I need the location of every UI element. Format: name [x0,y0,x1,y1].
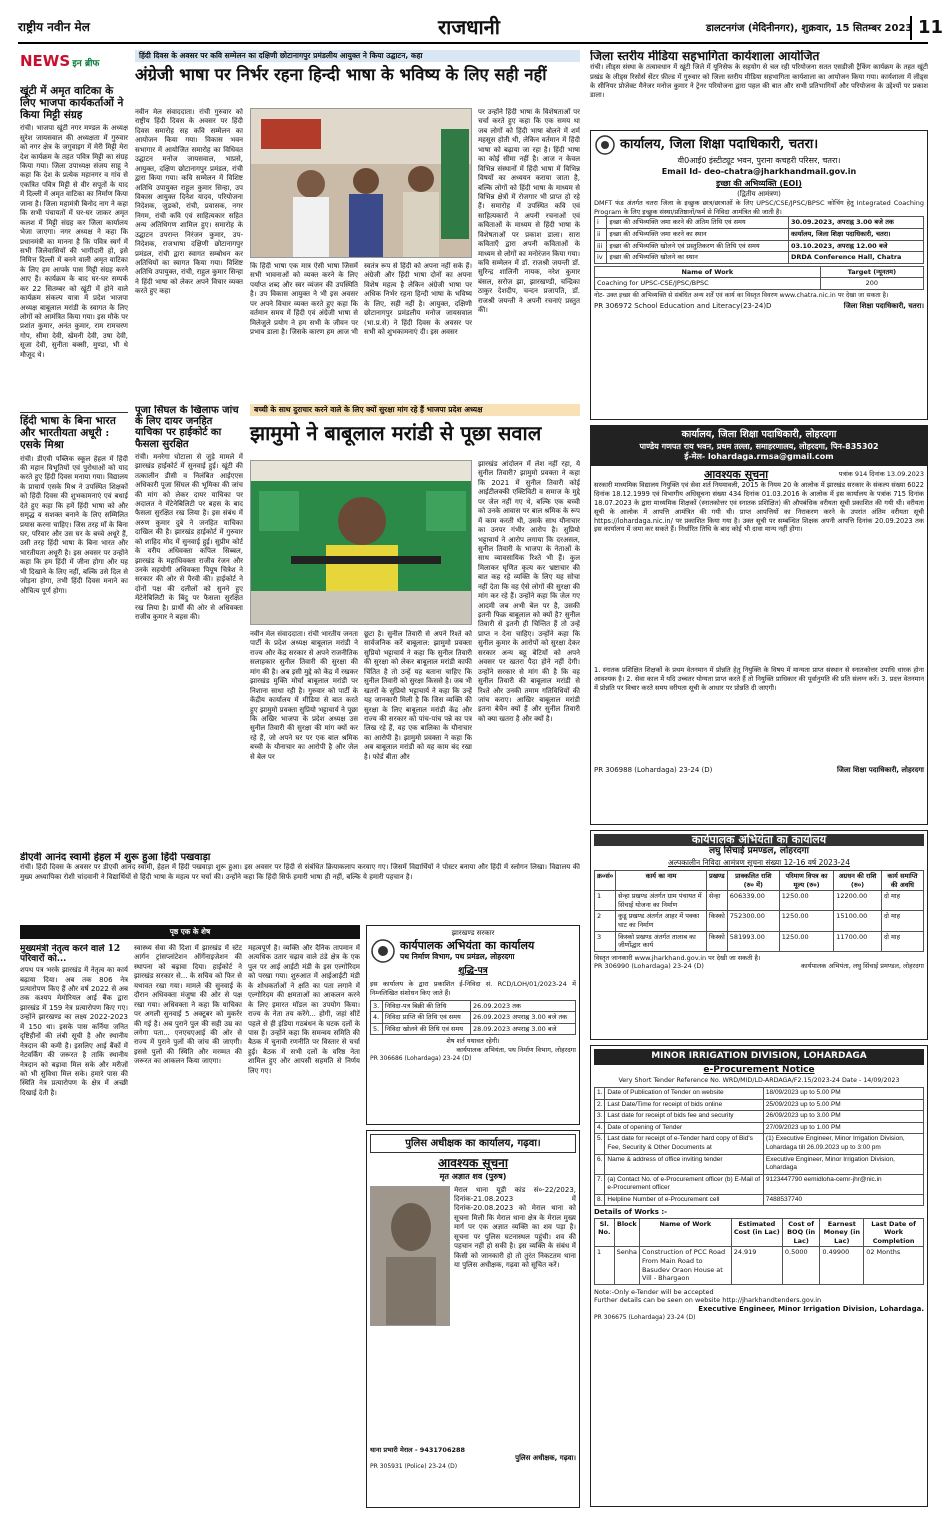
table-row [371,1012,576,1024]
table-cell: 26.09.2023 अपराह्न 3.00 बजे तक [470,1012,575,1024]
table-row [595,1099,924,1111]
table-cell: 3. [595,1111,605,1123]
lead-body: पर उन्होंने हिंदी भाषा के विशेषताओं पर चर्चा करते हुए कहा कि एक समय था जब लोगों को हिंदी भाषा बोलने में शर्म महसूस होती थी, लेकिन वर्तमान में हिंदी भाषा को बढ़ाया जा रहा है। हिंदी भाषा का कोई सीमा नहीं है। आज न केवल विभिन्न संस्थानों में हिंदी भाषा में विभिन्न विषयों का अध्ययन कराया जाता है, बल्कि लोगों को हिंदी भाषा के माध्यम से विभिन्न क्षेत्रों में रोजगार भी प्राप्त हो रहे हैं। समारोह में उपस्थित कवि एवं साहित्यकारों ने अपनी रचनाओं एवं कविताओं के माध्यम से हिंदी भाषा के विशेषताओं पर प्रकाश डाला। सारा कविताएँ द्वारा अपनी कविताओं के माध्यम से लोगों का मनोरंजन किया गया। कवि सम्मेलन में डॉ. राजश्री जयन्ती डॉ. सुरिन्द्र शालिनी नायक, नरेश कुमार बंसल, सरोज झा, झारखण्डी, चन्द्रिका ठाकुर देशदीप, चन्दन प्रजापति, डॉ. राजश्री जयन्ती ने अपनी रचनाएं प्रस्तुत की। [478,108,580,315]
col-header: परिमाण विपत्र का मूल्य (रु०) [779,871,833,891]
lead-photo [250,108,472,258]
table-cell: 581993.00 [727,931,779,951]
news-logo-text: NEWS [20,52,71,70]
pwd-gov: झारखण्ड सरकार [451,929,495,937]
table-cell: 5. [595,1134,605,1154]
col-header: Target (न्यूनतम) [820,266,923,278]
mie-head: MINOR IRRIGATION DIVISION, LOHARDAGA [594,1049,924,1065]
table-cell: iii [595,240,607,252]
chatra-eoi: इच्छा की अभिव्यक्ति (EOI) [716,179,802,189]
continued-body: महत्वपूर्ण है। व्यक्ति और दैनिक तापमान में अत्यधिक उतार चढ़ाव वाले ठंडे क्षेत्र के एक पुल पर आई आईटी मंडी के इस एल्गोरिदम को परखा गया। शुरुआत में आईआईटी मंडी के शोधकर्ताओं ने क्षति का पता लगाने में एल्गोरिदम की क्षमताओं का आकलन करने के लिए इमारत मॉडल का उपयोग किया। राज्य के नेता तय करेंगे... होगी, जहां सीटें पहले से ही इंडिया गठबंधन के घटक दलों के पास हैं। उन्होंने कहा कि समन्वय समिति की बैठक में चुनावी रणनीति पर विस्तार से चर्चा हुई। बैठक में सभी दलों के वरिष्ठ नेता शामिल हुए और आपसी सहमति से निर्णय लिए गए। [248,944,360,1075]
pwd-sign: कार्यपालक अभियंता, पथ निर्माण विभाग, लोहरदगा [456,1045,576,1054]
lohardaga-edu-letter: पत्रांक 914 दिनांक 13.09.2023 [838,470,924,479]
photo-illustration [251,461,472,625]
mie-table [594,1087,924,1206]
lead-body: स्वतंत्र रूप से हिंदी को अपना नहीं सके हैं। अंग्रेजी और हिंदी भाषा दोनों का अपना विशेष महत्व है लेकिन अंग्रेजी भाषा पर अधिक निर्भर रहना हिन्दी भाषा के भविष्य के लिए, सही नहीं है। आयुक्त, दक्षिणी छोटानागपुर प्रमंडलीय मनोज जायसवाल (भा.प्र.से) ने हिंदी दिवस के अवसर पर सभी को शुभकामनाएं दी। इस अवसर [364,262,472,337]
chatra-note: नोट- उक्त इच्छा की अभिव्यक्ति से संबंधित अन्य शर्तें एवं कार्य का विस्तृत विवरण www.chatra.nic.in पर देखा जा सकता है। [594,291,889,299]
mie-work-table [594,1218,924,1285]
story2-headline: झामुमो ने बाबूलाल मरांडी से पूछा सवाल [250,421,542,445]
mie-pr: PR 306675 (Lohardaga) 23-24 (D) [594,1314,696,1322]
mie-note2: Further details can be seen on website http://jharkhandtenders.gov.in [594,1296,822,1305]
continued-banner: पृष्ठ एक के शेष [20,925,360,939]
table-cell: 7488537740 [763,1194,923,1206]
lohardaga-edu-ad [590,425,928,825]
table-cell: 1250.00 [779,891,833,911]
brand-name: राष्ट्रीय नवीन मेल [18,20,90,34]
table-cell: ii [595,228,607,240]
table-cell: i [595,217,607,229]
pwd-table [370,1000,576,1036]
chatra-work-table [594,266,924,290]
table-cell: दो माह [881,931,923,951]
col-header: कार्य समाप्ति की अवधि [881,871,923,891]
col-header: क्र०सं० [595,871,616,891]
police-text: मेराल थाना यूडी कांड सं०-22/2023, दिनांक-21.08.2023 में दिनांक-20.08.2023 को मेराल थाना को सूचना मिली कि मेराल थाना क्षेत्र के मेराल मुख्य मार्ग पर एक अज्ञात व्यक्ति का शव पड़ा है। सूचना पर पुलिस घटनास्थल पहुंची। शव की पहचान नहीं हो सकी है। इस व्यक्ति के संबंध में किसी को जानकारी हो तो तुरंत निकटतम थाना या पुलिस अधीक्षक, गढ़वा को सूचित करें। [454,1185,576,1270]
story2-body: नवीन मेल संवाददाता। रांची भारतीय जनता पार्टी के प्रदेश अध्यक्ष बाबूलाल मरांडी ने राज्य और केंद्र सरकार से अपने राजनीतिक सलाहकार सुनील तिवारी की सुरक्षा की मांग की है। अब इसी मुद्दे को केंद्र में रखकर झारखंड मुक्ति मोर्चा बाबूलाल मरांडी पर निशाना साधा रही है। गुरुवार को पार्टी के केंद्रीय कार्यालय में मीडिया से बात करते हुए झामुमो प्रवक्ता सुप्रियो भट्टाचार्य ने पूछा कि अखिर भाजपा के प्रदेश अध्यक्ष उस सुनील तिवारी की सुरक्षा की मांग क्यों कर रहे हैं, जो अपने घर पर एक बाल श्रमिक बच्ची के यौनाचार का आरोपी है और जेल से बेल पर [250,630,358,761]
table-row [595,1134,924,1154]
table-cell: DRDA Conference Hall, Chatra [788,252,923,264]
table-cell: 4. [371,1012,383,1024]
table-cell: 1250.00 [779,911,833,931]
table-cell: इच्छा की अभिव्यक्ति जमा करने का स्थान [607,228,789,240]
table-cell: इच्छा की अभिव्यक्ति खोलने एवं प्रस्तुतिकरण की तिथि एवं समय [607,240,789,252]
pwd-pr: PR 306686 (Lohardaga) 23-24 (D) [370,1054,472,1062]
chatra-pr: PR 306972 School Education and Literacy(23-24)D [594,302,772,311]
lohardaga-edu-pr: PR 306988 (Lohardaga) 23-24 (D) [594,765,713,774]
table-cell: (a) Contact No. of e-Procurement officer (b) E-Mail of e-Procurement officer [605,1174,763,1194]
chatra-office: कार्यालय, जिला शिक्षा पदाधिकारी, चतरा। [620,136,819,152]
lohardaga-edu-body: सरकारी माध्यमिक विद्यालय नियुक्ति एवं सेवा शर्त नियमावली, 2015 के नियम 20 के आलोक में झारखंड सरकार के संकल्प संख्या 6022 दिनांक 18.12.1999 एवं विभागीय अधिसूचना संख्या 434 दिनांक 01.03.2016 के आलोक में इस कार्यालय के पत्रांक 715 दिनांक 18.07.2023 के द्वारा माध्यमिक शिक्षकों (स्नातकोत्तर एवं स्नातक प्रशिक्षित) की औपबंधिक वरीयता सूची प्रकाशित की गयी थी। वरीयता सूची के आलोक में आपत्ति आमंत्रित की गयी थी। प्राप्त आपत्तियों का निराकरण करने के उपरांत अंतिम वरीयता सूची https://lohardaga.nic.in/ पर प्रकाशित किया गया है। उक्त सूची पर सम्बन्धित शिक्षक अपनी आपत्ति दिनांक 20.09.2023 तक इस कार्यालय में जमा कर सकते हैं। निर्धारित तिथि के बाद कोई भी दावा मान्य नहीं होगा। [594,480,924,534]
chatra-eoi-sub: (द्वितीय आमंत्रण) [737,189,781,198]
col-header: Cost of BOQ (in Lac) [782,1218,820,1247]
story2-photo [250,460,472,625]
table-cell: Helpline Number of e-Procurement cell [605,1194,763,1206]
pwd-ad [366,925,580,1125]
col-header: Name of Work [595,266,821,278]
table-cell: 26/09/2023 up to 3.00 PM [763,1111,923,1123]
table-cell: निविदा प्राप्ति की तिथि एवं समय [382,1012,470,1024]
mie-details: Details of Works :- [594,1208,668,1217]
table-cell: 7. [595,1174,605,1194]
mi-table [594,870,924,952]
table-cell: (1) Executive Engineer, Minor Irrigation Division, Lohardaga till 26.09.2023 up to 3:00 pm [763,1134,923,1154]
news-briefs-logo [20,52,128,86]
pwd-office: कार्यपालक अभियंता का कार्यालय [400,939,535,953]
lead-body: कि हिंदी भाषा एक मात्र ऐसी भाषा जिसमें सभी भावनाओं को व्यक्त करने के लिए पर्याप्त शब्द और स्वर व्यंजन की उपस्थिति है। उप विकास आयुक्त ने भी इस अवसर पर अपने विचार व्यक्त करते हुए कहा कि वर्तमान समय में हिंदी एवं अंग्रेजी भाषा से मिलेजुले प्रयोग ने हम सभी के जीवन पर प्रभाव डाला है। जिसके कारण हम आज भी [250,262,358,337]
section-title: राजधानी [438,15,500,39]
table-row [595,1088,924,1100]
lead-body: नवीन मेल संवाददाता। रांची गुरुवार को राष्ट्रीय हिंदी दिवस के अवसर पर हिंदी दिवस समारोह सह कवि सम्मेलन का आयोजन किया गया। विकास भवन सभागार में आयोजित समारोह का विधिवत उद्घाटन मनोज जायसवाल, भाप्रसे, आयुक्त, दक्षिण छोटानागपुर प्रमंडल, रांची द्वारा किया गया। कवि सम्मेलन में विशिष्ट अतिथि उपायुक्त राहुल कुमार सिन्हा, उप विकास आयुक्त दिनेश यादव, परियोजना निदेशक, जुडको, रांची, प्रवासक, नगर निगम, रांची कवि एवं साहित्यकार सहित अन्य अतिथिगण शामिल हुए। समारोह के उद्घाटन उपरान्त निरंजन कुमार, उप-निदेशक, राजभाषा दक्षिणी छोटानागपुर प्रमंडल, रांची द्वारा स्वागत सम्बोधन कर अतिथियों का स्वागत किया गया। विशिष्ट अतिथि उपायुक्त, रांची, राहुल कुमार सिन्हा ने हिंदी भाषा को लेकर अपने विचार व्यक्त करते हुए कहा [135,108,243,296]
table-cell: Last date for receipt of bids fee and security [605,1111,763,1123]
table-cell: किस्को [706,931,727,951]
table-cell: निविदा खोलने की तिथि एवं समय [382,1023,470,1035]
table-cell: 15100.00 [834,911,882,931]
table-cell: किस्को [706,911,727,931]
table-cell: Date of Publication of Tender on website [605,1088,763,1100]
dateline: डालटनगंज (मेदिनीनगर), शुक्रवार, 15 सितम्बर 2023 [706,23,913,34]
col-header: Sl. No. [595,1218,615,1247]
table-cell: Coaching for UPSC-CSE/JPSC/BPSC [595,278,821,290]
col-header: Earnest Money (in Lac) [820,1218,864,1247]
table-cell: 28.09.2023 अपराह्न 3.00 बजे [470,1023,575,1035]
chatra-ad [590,130,928,420]
table-cell: किस्को प्रखण्ड अंतर्गत तालाब का जीर्णोद्धार कार्य [616,931,707,951]
col-header: Estimated Cost (in Lac) [731,1218,782,1247]
right-story [590,50,928,128]
table-cell: Last Date/Time for receipt of bids online [605,1099,763,1111]
table-cell: इच्छा की अभिव्यक्ति जमा करने की अंतिम तिथि एवं समय [607,217,789,229]
mi-sign: कार्यपालक अभियंता, लघु सिंचाई प्रमण्डल, लोहरदगा [801,962,924,971]
table-cell: Executive Engineer, Minor Irrigation Division, Lohardaga [763,1154,923,1174]
table-cell: 8. [595,1194,605,1206]
chatra-table [594,216,924,263]
table-cell: दो माह [881,911,923,931]
pwd-footer: शेष शर्त यथावत रहेगी। [446,1037,500,1046]
table-row [595,1174,924,1194]
brief-body: रांची। हिंदी दिवस के अवसर पर डीएवी आनंद स्वामी, हेहल में हिंदी पखवाड़ा शुरू हुआ। इस अवसर पर हिंदी से संबंधित क्रियाकलाप करवाए गए। जिसमें विद्यार्थियों ने पोस्टर बनाया और हिंदी में स्लोगन लिखा। विद्यालय की मुख्य अध्यापिका रोशी चांदवानी ने विद्यार्थियों से हिंदी भाषा के महत्व पर चर्चा की। उन्होंने कहा कि हिंदी सिर्फ हमारी भाषा ही नहीं, बल्कि ये हमारी पहचान है। [20,863,580,881]
table-cell: 752300.00 [727,911,779,931]
table-cell: 3. [371,1000,383,1012]
table-cell: सेन्हा [706,891,727,911]
col-header: कार्य का नाम [616,871,707,891]
table-cell: 1 [595,1247,615,1284]
page-number: 11 [910,16,943,40]
pil-body: रांची। मनरेगा घोटाला से जुड़े मामले में झारखंड हाईकोर्ट में सुनवाई हुई। खूंटी की तत्कालीन डीसी व निलंबित आईएएस अधिकारी पूजा सिंघल की भूमिका की जांच की मांग को लेकर दायर याचिका पर अदालत ने मेंटेनेबिलिटी पर बहस के बाद फैसला सुरक्षित रख लिया है। इस संबंध में अरुण कुमार दुबे ने जनहित याचिका दाखिल की है। झारखंड हाईकोर्ट में गुरुवार को शाहिद मोद में सुनवाई हुई। सुप्रीम कोर्ट के वरीय अधिवक्ता कपिल सिब्बल, झारखंड के महाधिवक्ता राजीव रंजन और उनके सहयोगी अधिवक्ता पियूष चित्रेश ने सरकार की ओर से पैरवी की। हाईकोर्ट ने दोनों पक्ष की दलीलों को सुनने हुए मेंटेनेबिलिटी के बिंदु पर फैसला सुरक्षित रख लिया है। प्रार्थी की ओर से अधिवक्ता राजीव कुमार ने बहस की। [135,452,243,622]
brief-headline: डीएवी आनंद स्वामी हेहल में शुरू हुआ हिंदी पखवाड़ा [20,852,211,863]
table-cell: Senha [614,1247,639,1284]
col-header: अग्रधन की राशि (रु०) [834,871,882,891]
chatra-sign: जिला शिक्षा पदाधिकारी, चतरा। [843,302,924,311]
table-cell: कुडू प्रखण्ड अंतर्गत आहर में पक्का घाट का निर्माण [616,911,707,931]
lohardaga-edu-address: पाण्डेय गणपत राय भवन, प्रथम तल्ला, समाहरणालय, लोहरदगा, पिन-835302 [639,441,879,451]
brief-body: रांची। भाजपा खूंटी नगर मण्डल के अध्यक्ष सुरेश जायसवाल की अध्यक्षता में गुरुवार को नगर क्षेत्र के जगुवाइग में मेरी मिट्टी मेरा देश कार्यक्रम के तहत पवित्र मिट्टी का संग्रह किया गया। जिला उपाध्यक्ष संजय साहू ने कहा कि देश के प्रत्येक महानगर व गांव से एकत्रित पवित्र मिट्टी से वीर सपूतों के याद में दिल्ली में अमृत वाटिका का निर्माण किया जाना है। जिला महामंत्री बिनोद नाग ने कहा कि सभी पंचायतों में घर-घर जाकर अमृत कलश में मिट्टी संग्रह कर जिला कार्यालय भेजा जाएगा। नगर अध्यक्ष ने कहा कि प्रधानमंत्री का मानना है कि पवित्र स्वर्ग में सभी जिलेवासियों की भागीदारी हो, इसे निमित्त दिल्ली में बनने वाली अमृत वाटिका के लिए हम आपके पास मिट्टी संग्रह करने आए हैं। कार्यक्रम के बाद घर-घर सम्पर्क कर 22 सितम्बर को खूंटी में होने वाले कार्यक्रम संकल्प यात्रा में प्रदेश भाजपा अध्यक्ष बाबूलाल मरांडी के स्वागत के लिए लोगों को आमंत्रित किया गया। इस मौके पर प्रशांत कुमार, अनंत कुमार, राम रामचरण गोप, सीमा देवी, खेमनी देवी, उषा देवी, सूजा देवी, सुनीता बक्सी, मुण्डा, भी थे मौजूद थे। [20,124,128,359]
story2-body: झारखंड आंदोलन में लेश नहीं रहा, ये सुनील तिवारी? झामुमो प्रवक्ता ने कहा कि 2021 में सुनील तिवारी कोई आईटीलक्की एक्टिविटी व समाज के मुद्दे पर जेल नहीं गए थे, बल्कि एक बच्ची को उनके आवास पर बाल श्रमिक के रूप में काम करती थी, उसके साथ यौनाचार का उनपर गंभीर आरोप है। सुप्रियो भट्टाचार्य ने आरोप लगाया कि दरअसल, सुनील तिवारी के भाजपा के नेताओं के साथ व्यावसायिक रिश्ते भी हैं। कुल मिलाकर घृणित कृत्य कर भ्रष्टाचार की बात कह रहे व्यक्ति के लिए यह सोचा नहीं देता कि वह ऐसे लोगों की सुरक्षा की मांग कर रहे हैं। उन्होंने कहा कि जेल गए आदमी जब अभी बेल पर है, उसकी इतनी फिक्र बाबूलाल को क्यों है? सुनील तिवारी से इतनी ही चिन्तित हैं तो उन्हें प्राप्त न देना चाहिए। उन्होंने कहा कि सुनील कुमार के आरोपों को सुरक्षा देकर सरकार अन्य बहू बेटियों को अपने अवसर पर खतरा पैदा होने नहीं देगी। उन्होंने सरकार से मांग की है कि वह सुनील तिवारी की बाबूलाल मरांडी से रिश्ते और उनकी तमाम गतिविधियों की जांच कराए। आखिर बाबूलाल मरांडी इतना बेचैन क्यों हैं और सुनील तिवारी को क्या खतरा है और क्यों है। [478,460,580,723]
table-cell: 24.919 [731,1247,782,1284]
continued-body: शपथ पत्र भरके झारखंड में नेतृत्व का कार्य बढ़ाया दिया। अब तक 806 नेत्र प्रत्यारोपण किए हैं और वर्ष 2022 से अब तक कश्यप मेमोरियल आई बैंक द्वारा झारखंड में 159 नेत्र प्रत्यारोपण किए गए। उन्होंने झारखण्ड का लक्ष्य 2022-2023 में 150 था। इसके पास कर्निया जनित दृष्टिहीनों की लंबी सूची है और स्थानीय नेत्रदान की कमी है। इसलिए आई बैंकों में नेटवर्किंग की जरूरत है ताकि स्थानीय नेत्रदान को बढ़ावा मिल सके और मरीजों को भी सुविधा मिल सके। हमारे पास की स्थिति नेत्र प्रत्यारोपण के क्षेत्र में अच्छी दिखाई देती है। [20,966,128,1097]
table-cell: 18/09/2023 up to 5.00 PM [763,1088,923,1100]
table-cell: 11700.00 [834,931,882,951]
table-cell: 02 Months [864,1247,924,1284]
table-cell: 9123447790 eemidloha-cemr-jhr@nic.in [763,1174,923,1194]
police-title: आवश्यक सूचना [438,1156,508,1171]
minor-irrigation-hindi-ad [590,830,928,1040]
table-row [595,931,924,951]
lohardaga-edu-title: आवश्यक सूचना [704,467,769,481]
mie-ref: Very Short Tender Reference No. WRD/MID/LD-ARDAGA/F2.15/2023-24 Date - 14/09/2023 [618,1076,900,1084]
lohardaga-edu-office [591,426,927,466]
table-cell: 1 [595,891,616,911]
table-cell: निविदा-पत्र बिक्री की तिथि [382,1000,470,1012]
mi-sub: लघु सिंचाई प्रमण्डल, लोहरदगा [709,846,809,857]
table-cell: सेन्हा प्रखण्ड अंतर्गत ग्राम पंचायत में सिंचाई योजना का निर्माण [616,891,707,911]
table-cell: iv [595,252,607,264]
table-cell: 4. [595,1122,605,1134]
pil-headline: पूजा सिंघल के खिलाफ जांच के लिए दायर जनहित याचिका पर हाईकोर्ट का फैसला सुरक्षित [135,405,239,450]
mie-sign: Executive Engineer, Minor Irrigation Division, Lohardaga. [698,1304,924,1313]
table-row [595,1154,924,1174]
emblem-icon [594,134,616,156]
lead-kicker: हिंदी दिवस के अवसर पर कवि सम्मेलन का दक्षिणी छोटानागपुर प्रमंडलीय आयुक्त ने किया उद्घाटन, कहा [135,50,580,62]
table-cell: 200 [820,278,923,290]
mi-pr: PR 306990 (Lohardaga) 23-24 (D) [594,962,704,971]
table-cell: दो माह [881,891,923,911]
table-cell: 2. [595,1099,605,1111]
table-cell: 3 [595,931,616,951]
mi-title: अल्पकालीन निविदा आमंत्रण सूचना संख्या 12-16 वर्ष 2023-24 [668,858,850,868]
table-cell: 12200.00 [834,891,882,911]
mi-footer: विस्तृत जानकारी www.jharkhand.gov.in पर देखी जा सकती है। [594,953,761,962]
table-row [595,217,924,229]
lohardaga-edu-email: ई-मेल- lohardaga.rmsa@gmail.com [684,452,834,462]
news-logo-sub: इन ब्रीफ [72,59,100,69]
table-cell: 27/09/2023 up to 1.00 PM [763,1122,923,1134]
police-contact: थाना प्रभारी मेराल - 9431706288 [370,1445,466,1454]
lohardaga-edu-office-text: कार्यालय, जिला शिक्षा पदाधिकारी, लोहरदगा [681,429,837,440]
table-row [371,1000,576,1012]
brief-headline: खूंटी में अमृत वाटिका के लिए भाजपा कार्यकर्ताओं ने किया मिट्टी संग्रह [20,85,124,121]
mie-title: e-Procurement Notice [703,1064,815,1075]
pwd-intro: इस कार्यालय के द्वारा प्रकाशित ई-निविदा सं. RCD/LOH/01/2023-24 में निम्नलिखित संशोधन किए जाते हैं। [370,980,576,997]
table-row [595,240,924,252]
table-row [595,1122,924,1134]
right-story-headline: जिला स्तरीय मीडिया सहभागिता कार्यशाला आयोजित [590,50,820,63]
police-sign: पुलिस अधीक्षक, गढ़वा। [515,1454,576,1463]
masthead [18,14,944,44]
col-header: Block [614,1218,639,1247]
minor-irrigation-english-ad [590,1045,928,1507]
table-cell: 606339.00 [727,891,779,911]
continued-headline: मुख्यमंत्री नेतृत्व करने वाले 12 परिवारों को... [20,944,121,965]
chatra-intro: DMFT फंड अंतर्गत चतरा जिला के इच्छुक छात्र/छात्राओं के लिए UPSC/CSE/JPSC/BPSC कोचिंग हेतु Integrated Coaching Program के लिए इच्छुक संस्था/प्रतिष्ठानों/फर्म से निविदा आमंत्रित की जाती है। [594,198,924,216]
table-cell: Last date for receipt of e-Tender hard copy of Bid's Fee, Security & Other Documents at [605,1134,763,1154]
mie-note: Note:-Only e-Tender will be accepted [594,1287,714,1296]
story2-body: छूटा है। सुनील तिवारी से अपने रिश्ते को सार्वजनिक करें बाबूलाल: झामुमो प्रवक्ता सुप्रियो भट्टाचार्य ने कहा कि सुनील तिवारी की सुरक्षा को लेकर बाबूलाल मरांडी काफी चिंतित है तो उन्हें यह बताना चाहिए कि सुनील तिवारी को सुरक्षा किससे है। जब भी खतरों के सुप्रियो भट्टाचार्य ने कहा कि उन्हें यह जानकारी मिली है कि जिस व्यक्ति की सुरक्षा के लिए बाबूलाल मरांडी केंद्र और राज्य की सरकार को पांच-पांच पन्ने का पत्र लिख रहे हैं, वह एक बालिका के यौनाचार का आरोपी है। झामुमो प्रवक्ता ने कहा कि अब बाबूलाल मरांडी को यह काम बंद रखा है। फोर्ड बीता और [364,630,472,761]
col-header: प्राक्कलित राशि (रु० में) [727,871,779,891]
col-header: Name of Work [639,1218,731,1247]
table-cell: Name & address of office inviting tender [605,1154,763,1174]
table-cell: 6. [595,1154,605,1174]
pwd-sub: पथ निर्माण विभाग, पथ प्रमंडल, लोहरदगा [400,952,515,962]
table-cell: Construction of PCC Road From Main Road to Basudev Oraon House at Vill - Bhargaon [639,1247,731,1284]
story2-kicker: बच्ची के साथ दुराचार करने वाले के लिए क्यों सुरक्षा मांग रहे हैं भाजपा प्रदेश अध्यक्ष [250,404,580,416]
brief-body: रांची। डीएवी पब्लिक स्कूल हेहल में हिंदी की महान विभूतियों एवं पुरोधाओं को याद करते हुए हिंदी दिवस मनाया गया। विद्यालय के प्राचार्य एसके मिश्र ने उपस्थित शिक्षकों को हिंदी दिवस की शुभकामनाएं एवं बधाई देते हुए कहा कि हमें हिंदी भाषा को और समृद्ध व सशक्त बनाने के लिए सम्मिलित प्रयास करना चाहिए। जिस तरह माँ के बिना घर, परिवार और उस घर के बच्चे अधूरे हैं, उसी तरह हिंदी भाषा के बिना भारत और भारतीयता अधूरी है। इस अवसर पर उन्होंने कहा कि हम हिंदी में जीना होगा और यह भी दिखाने के लिए नहीं, बल्कि उसे दिल से जोड़ना होगा, तभी हिंदी दिवस मनाने का औचित्य पूर्ण होगा। [20,454,128,595]
table-cell: 1. [595,1088,605,1100]
emblem-icon [370,938,396,964]
police-office: पुलिस अधीक्षक का कार्यालय, गढ़वा। [370,1134,576,1153]
chatra-email: Email Id- deo-chatra@jharkhandmail.gov.in [661,166,857,176]
col-header: प्रखण्ड [706,871,727,891]
table-cell: Date of opening of Tender [605,1122,763,1134]
table-row [595,228,924,240]
table-cell: 0.49900 [820,1247,864,1284]
table-cell: इच्छा की अभिव्यक्ति खोलने का स्थान [607,252,789,264]
table-row [595,1111,924,1123]
pil-story [135,405,243,850]
table-cell: 03.10.2023, अपराह्न 12.00 बजे [788,240,923,252]
police-pr: PR 305931 (Police) 23-24 (D) [370,1463,458,1471]
lead-headline: अंग्रेजी भाषा पर निर्भर रहना हिन्दी भाषा के भविष्य के लिए सही नहीं [135,65,547,84]
table-cell: 1250.00 [779,931,833,951]
pwd-title: शुद्धि-पत्र [458,966,488,977]
continued-body: स्वास्थ्य सेवा की दिशा में झारखंड में स्टेट आर्गन ट्रांसप्लांटेशन ऑर्गेनाइजेशन की स्थापना को बढ़ावा दिया। हाईकोर्ट ने झारखंड सरकार से... के सचिव को फिर से यथावत रखा गया। मामले की सुनवाई के दौरान अधिवक्ता मंजुषा की ओर से पक्ष रखा गया। अधिवक्ता ने कहा कि याचिका पर अगली सुनवाई 5 अक्टूबर को मुकर्रर की गई है। अब पुराने पुल की सही उम्र का लगेगा पता... एनएचएआई की ओर से राज्य में पुराने पुलों की जांच की जाएगी। इससे पुलों की स्थिति और मरम्मत की जरूरत का आकलन किया जाएगा। [134,944,242,1066]
chatra-address: वी0आई0 इंस्टीट्यूट भवन, पुराना कचहरी परिसर, चतरा। [677,156,841,165]
table-row [595,911,924,931]
mi-office: कार्यपालक अभियंता का कार्यालय [594,834,924,846]
continued-col [20,944,128,1504]
table-cell: 26.09.2023 तक [470,1000,575,1012]
table-row [371,1023,576,1035]
table-cell: 30.09.2023, अपराह्न 3.00 बजे तक [788,217,923,229]
table-cell: कार्यालय, जिला शिक्षा पदाधिकारी, चतरा। [788,228,923,240]
brief-headline: हिंदी भाषा के बिना भारत और भारतीयता अधूरी : एसके मिश्रा [20,415,116,451]
table-row [595,1194,924,1206]
table-cell: 2 [595,911,616,931]
table-cell: 25/09/2023 up to 5.00 PM [763,1099,923,1111]
table-cell: 5. [371,1023,383,1035]
news-briefs-column [20,52,128,852]
photo-illustration [371,1187,450,1326]
lohardaga-edu-points: 1. स्नातक प्रशिक्षित शिक्षकों के प्रथम वेतनमान में प्रोन्नति हेतु नियुक्ति के विषय में मान्यता प्राप्त संस्थान से स्नातकोत्तर उपाधि धारक होना आवश्यक है। 2. सेवा काल में यदि उच्चतर योग्यता प्राप्त करते हैं तो नियुक्ति प्राधिकार की पूर्वानुमति की प्रति संलग्न करें। 3. प्रदत्त वेतनमान में प्रोन्नति पर विचार करते समय वरीयता सूची के आधार पर प्रोन्नति दी जाएगी। [594,665,924,692]
table-row [595,252,924,264]
table-row [595,891,924,911]
deceased-photo [370,1186,450,1326]
police-sub: मृत अज्ञात शव (पुरुष) [439,1172,507,1182]
brief-wide [20,852,580,920]
right-story-body: रांची। लीड्स संस्था के तत्वावधान में खूंटी जिले में यूनिसेफ के सहयोग से चल रही परियोजना सतत एसडीजी ट्रैकिंग कार्यक्रम के तहत खूंटी प्रखंड के लीड्स रिसोर्स सेंटर फ़ील्ड में गुरुवार को जिला स्तरीय मीडिया सहभागिता कार्यशाला का आयोजन किया गया। कार्यशाला में लीड्स के सीनियर प्रोजेक्ट मैनेजर मनोज कुमार ने ट्रेनर परियोजना द्वारा पहल की बात और सभी प्रतिभागियों और परियोजना के उद्देश्यों पर प्रकाश डाला। [590,63,928,99]
photo-illustration [251,109,472,258]
lohardaga-edu-sign: जिला शिक्षा पदाधिकारी, लोहरदगा [836,765,924,774]
police-ad [366,1130,580,1508]
table-cell: 0.5000 [782,1247,820,1284]
col-header: Last Date of Work Completion [864,1218,924,1247]
